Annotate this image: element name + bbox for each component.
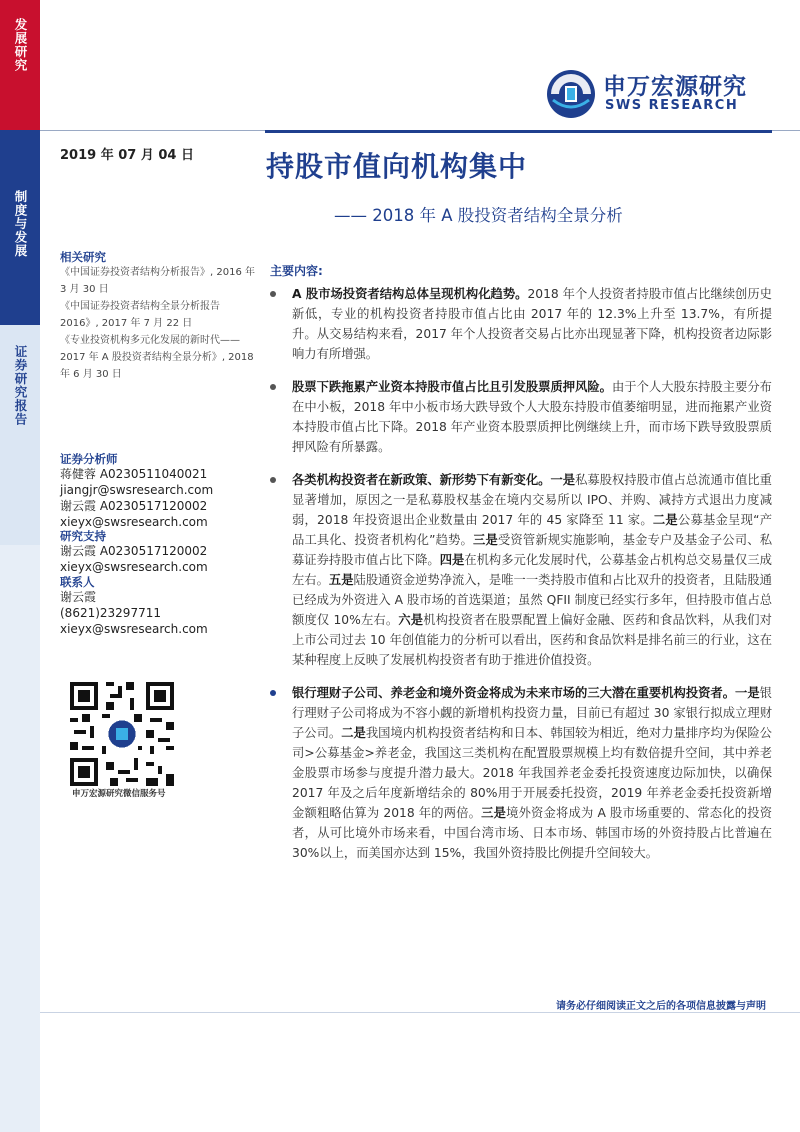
key-point-text: 陆股通资金逆势净流入，是唯一一类持股市值和占比双升的投资者，且陆股通已经成为外资进入 A 股市场的首选渠道；虽然 QFII 制度已经实行多年，但持股市值占总额度仅 10%左右。 bbox=[292, 573, 772, 627]
contact-name: 谢云霞 bbox=[60, 590, 97, 604]
enum-marker: 一是 bbox=[735, 686, 760, 700]
support-block bbox=[60, 543, 260, 575]
key-point bbox=[270, 470, 772, 670]
analysts-heading: 证券分析师 bbox=[60, 452, 118, 466]
key-point-text: 在机构多元化发展时代，公募基金占机构总交易量仅三成左右。 bbox=[292, 553, 772, 587]
header-rule-accent bbox=[265, 130, 772, 133]
contact-email[interactable]: xieyx@swsresearch.com bbox=[60, 622, 208, 636]
key-point bbox=[270, 683, 772, 863]
report-date: 2019 年 07 月 04 日 bbox=[60, 148, 194, 163]
logo-cn-text: 申万宏源研究 bbox=[603, 74, 747, 100]
bullet-icon bbox=[270, 690, 276, 696]
wechat-qr-code[interactable] bbox=[70, 682, 174, 786]
contact-phone: (8621)23297711 bbox=[60, 606, 161, 620]
enum-marker: 三是 bbox=[481, 806, 507, 820]
analyst-email[interactable]: jiangjr@swsresearch.com bbox=[60, 483, 214, 497]
related-research-heading: 相关研究 bbox=[60, 250, 106, 264]
enum-marker: 一是 bbox=[550, 473, 576, 487]
bullet-icon bbox=[270, 477, 276, 483]
support-heading: 研究支持 bbox=[60, 529, 106, 543]
main-content-label: 主要内容: bbox=[270, 264, 323, 278]
key-points-list bbox=[270, 284, 772, 876]
bullet-icon bbox=[270, 384, 276, 390]
key-point bbox=[270, 284, 772, 364]
side-label-institution: 制度与发展 bbox=[13, 190, 28, 258]
related-research-item[interactable]: 《中国证券投资者结构全景分析报告 2016》, 2017 年 7 月 22 日 bbox=[60, 301, 220, 329]
key-point-text: 机构投资者在股票配置上偏好金融、医药和食品饮料，从我们对上市公司过去 10 年创值能力的分析可以看出，医药和食品饮料是排名前三的行业，这在某种程度上反映了发展机构投资者有助于推进价值投资。 bbox=[292, 613, 772, 667]
logo-en-text: SWS RESEARCH bbox=[605, 98, 739, 113]
report-title: 持股市值向机构集中 bbox=[266, 150, 528, 183]
analyst-email[interactable]: xieyx@swsresearch.com bbox=[60, 515, 208, 529]
disclosure-notice: 请务必仔细阅读正文之后的各项信息披露与声明 bbox=[556, 1001, 766, 1012]
report-subtitle: —— 2018 年 A 股投资者结构全景分析 bbox=[334, 206, 623, 225]
analyst-line: 蒋健蓉 A0230511040021 bbox=[60, 467, 208, 481]
key-point-lead: 各类机构投资者在新政策、新形势下有新变化。 bbox=[292, 473, 551, 487]
support-email[interactable]: xieyx@swsresearch.com bbox=[60, 560, 208, 574]
side-segment-development bbox=[0, 0, 40, 130]
contact-block bbox=[60, 589, 260, 637]
related-research-list bbox=[60, 264, 258, 383]
qr-caption: 申万宏源研究微信服务号 bbox=[72, 789, 166, 799]
related-research-item[interactable]: 《中国证券投资者结构分析报告》, 2016 年 3 月 30 日 bbox=[60, 267, 255, 295]
key-point-lead: A 股市场投资者结构总体呈现机构化趋势。 bbox=[292, 287, 528, 301]
support-line: 谢云霞 A0230517120002 bbox=[60, 544, 208, 558]
enum-marker: 六是 bbox=[398, 613, 424, 627]
side-label-development: 发展研究 bbox=[13, 18, 28, 72]
key-point-text: 境外资金将成为 A 股市场重要的、常态化的投资者，从可比境外市场来看，中国台湾市场、日本市场、韩国市场的外资持股占比普遍在 30%以上，而美国亦达到 15%，我国外资持股比例提升空间较大。 bbox=[292, 806, 772, 860]
side-segment-institution bbox=[0, 130, 40, 325]
analyst-line: 谢云霞 A0230517120002 bbox=[60, 499, 208, 513]
related-research-item[interactable]: 《专业投资机构多元化发展的新时代——2017 年 A 股投资者结构全景分析》, 2018 年 6 月 30 日 bbox=[60, 335, 254, 380]
key-point-text: 银行理财子公司将成为不容小觑的新增机构投资力量，目前已有超过 30 家银行拟成立理财子公司。 bbox=[292, 686, 772, 740]
side-band bbox=[0, 0, 40, 1132]
logo-mark-icon bbox=[545, 68, 597, 120]
analysts-block bbox=[60, 466, 260, 530]
enum-marker: 五是 bbox=[328, 573, 354, 587]
side-segment-report bbox=[0, 325, 40, 545]
enum-marker: 四是 bbox=[439, 553, 465, 567]
footer-rule bbox=[40, 1012, 800, 1013]
key-point-text: 公募基金呈现“产品工具化、投资者机构化”趋势。 bbox=[292, 513, 772, 547]
key-point-text: 受资管新规实施影响，基金专户及基金子公司、私募证券持股市值占比下降。 bbox=[292, 533, 772, 567]
contact-heading: 联系人 bbox=[60, 575, 95, 589]
key-point-text: 2018 年个人投资者持股市值占比继续创历史新低，专业的机构投资者持股市值占比由 2017 年的 12.3%上升至 13.7%，有所提升。从交易结构来看，2017 年个人投资者交易占比亦出现显著下降，机构投资者边际影响力有所增强。 bbox=[292, 287, 772, 361]
key-point-text: 由于个人大股东持股主要分布在中小板，2018 年中小板市场大跌导致个人大股东持股市值萎缩明显，进而拖累产业资本持股市值占比下降。2018 年产业资本股票质押比例继续上升，而市场下跌导致股票质押风险有所暴露。 bbox=[292, 380, 772, 454]
key-point-lead: 银行理财子公司、养老金和境外资金将成为未来市场的三大潜在重要机构投资者。 bbox=[292, 686, 736, 700]
key-point bbox=[270, 377, 772, 457]
key-point-text: 私募股权持股市值占总流通市值比重显著增加，原因之一是私募股权基金在境内交易所以 IPO、并购、减持方式退出力度减弱，2018 年投资退出企业数量由 2017 年的 45 家降至 11 家。 bbox=[292, 473, 772, 527]
bullet-icon bbox=[270, 291, 276, 297]
enum-marker: 三是 bbox=[473, 533, 498, 547]
key-point-text: 我国境内机构投资者结构和日本、韩国较为相近，绝对力量排序均为保险公司>公募基金>养老金，我国这三类机构在配置股票规模上均有数倍提升空间，其中养老金股票市场参与度提升潜力最大。2018 年我国养老金委托投资速度边际加快，以确保 2017 年及之后年度新增结余的 80%用于开展委托投资，2019 年养老金委托投资新增金额粗略估算为 2018 年的两倍。 bbox=[292, 726, 772, 820]
enum-marker: 二是 bbox=[341, 726, 366, 740]
key-point-lead: 股票下跌拖累产业资本持股市值占比且引发股票质押风险。 bbox=[292, 380, 612, 394]
enum-marker: 二是 bbox=[652, 513, 678, 527]
company-logo bbox=[545, 66, 760, 122]
side-label-report: 证券研究报告 bbox=[13, 345, 28, 426]
